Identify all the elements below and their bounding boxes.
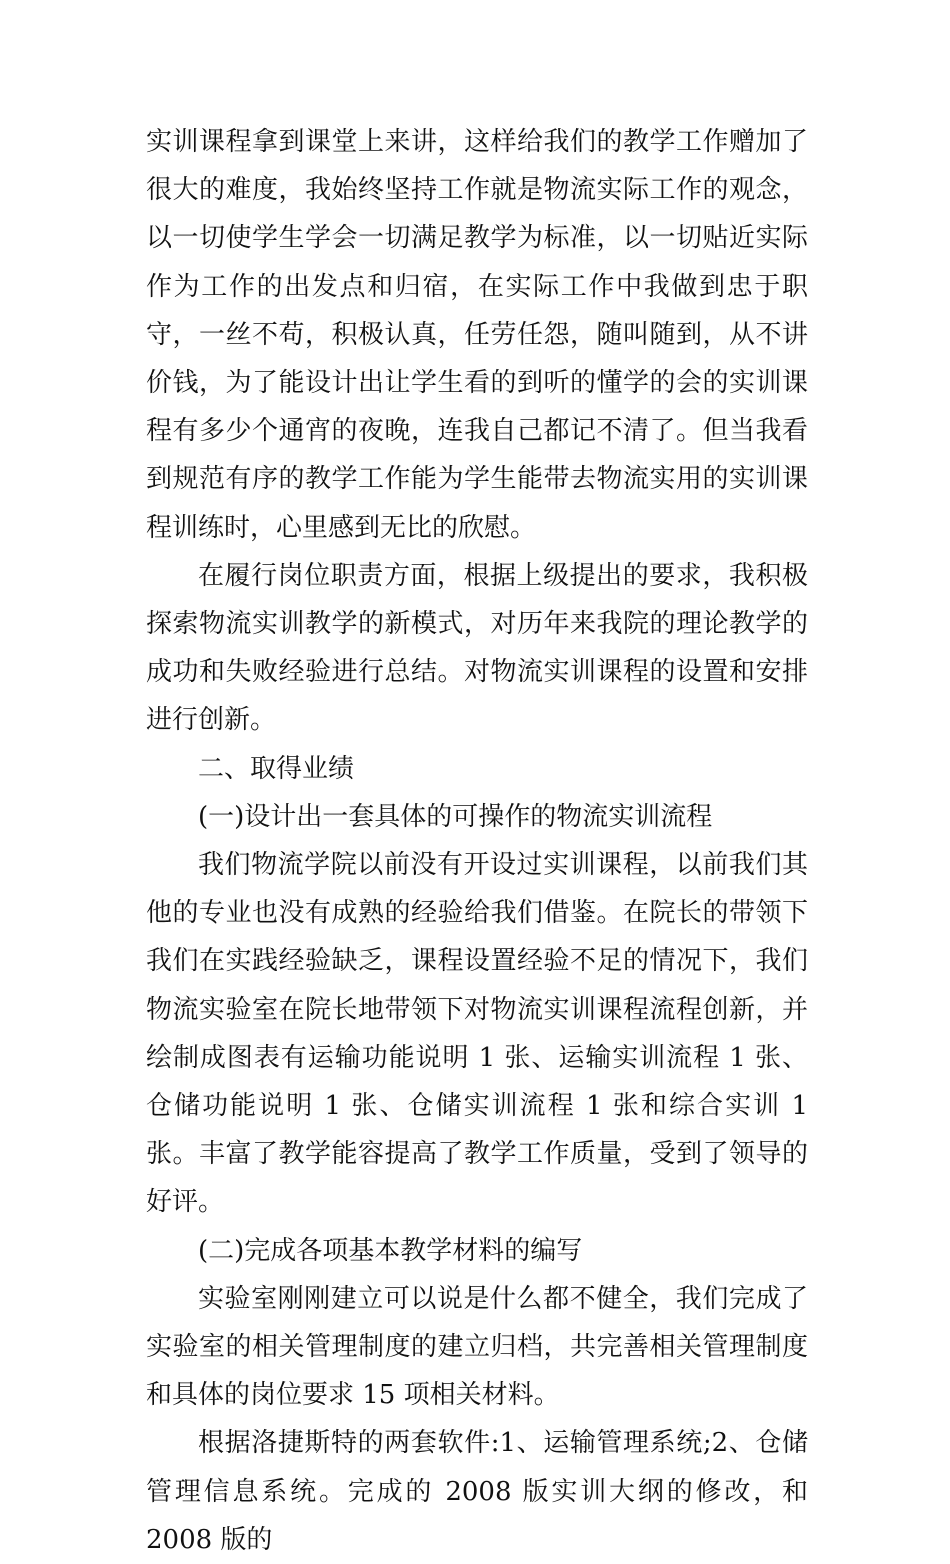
paragraph-duties: 在履行岗位职责方面，根据上级提出的要求，我积极探索物流实训教学的新模式，对历年来我院的理论教学的成功和失败经验进行总结。对物流实训课程的设置和安排进行创新。 [146, 560, 808, 736]
paragraph-software: 根据洛捷斯特的两套软件:1、运输管理系统;2、仓储管理信息系统。完成的 2008 版实训大纲的修改，和 2008 版的 [146, 1428, 808, 1555]
document-body [146, 118, 808, 1564]
paragraph-continuation: 实训课程拿到课堂上来讲，这样给我们的教学工作赠加了很大的难度，我始终坚持工作就是物流实际工作的观念，以一切使学生学会一切满足教学为标准，以一切贴近实际作为工作的出发点和归宿，在实际工作中我做到忠于职守，一丝不苟，积极认真，任劳任怨，随叫随到，从不讲价钱，为了能设计出让学生看的到听的懂学的会的实训课程有多少个通宵的夜晚，连我自己都记不清了。但当我看到规范有序的教学工作能为学生能带去物流实用的实训课程训练时，心里感到无比的欣慰。 [146, 127, 808, 543]
subheading-teaching-materials: (二)完成各项基本教学材料的编写 [198, 1235, 583, 1266]
section-heading-achievements: 二、取得业绩 [198, 753, 355, 784]
paragraph-training-process: 我们物流学院以前没有开设过实训课程，以前我们其他的专业也没有成熟的经验给我们借鉴。在院长的带领下我们在实践经验缺乏，课程设置经验不足的情况下，我们物流实验室在院长地带领下对物流实训课程流程创新，并绘制成图表有运输功能说明 1 张、运输实训流程 1 张、仓储功能说明 1 张、仓储实训流程 1 张和综合实训 1 张。丰富了教学能容提高了教学工作质量，受到了领导的好评。 [146, 850, 808, 1218]
subheading-training-process: (一)设计出一套具体的可操作的物流实训流程 [198, 801, 713, 832]
paragraph-lab-management: 实验室刚刚建立可以说是什么都不健全，我们完成了实验室的相关管理制度的建立归档，共完善相关管理制度和具体的岗位要求 15 项相关材料。 [146, 1283, 808, 1411]
